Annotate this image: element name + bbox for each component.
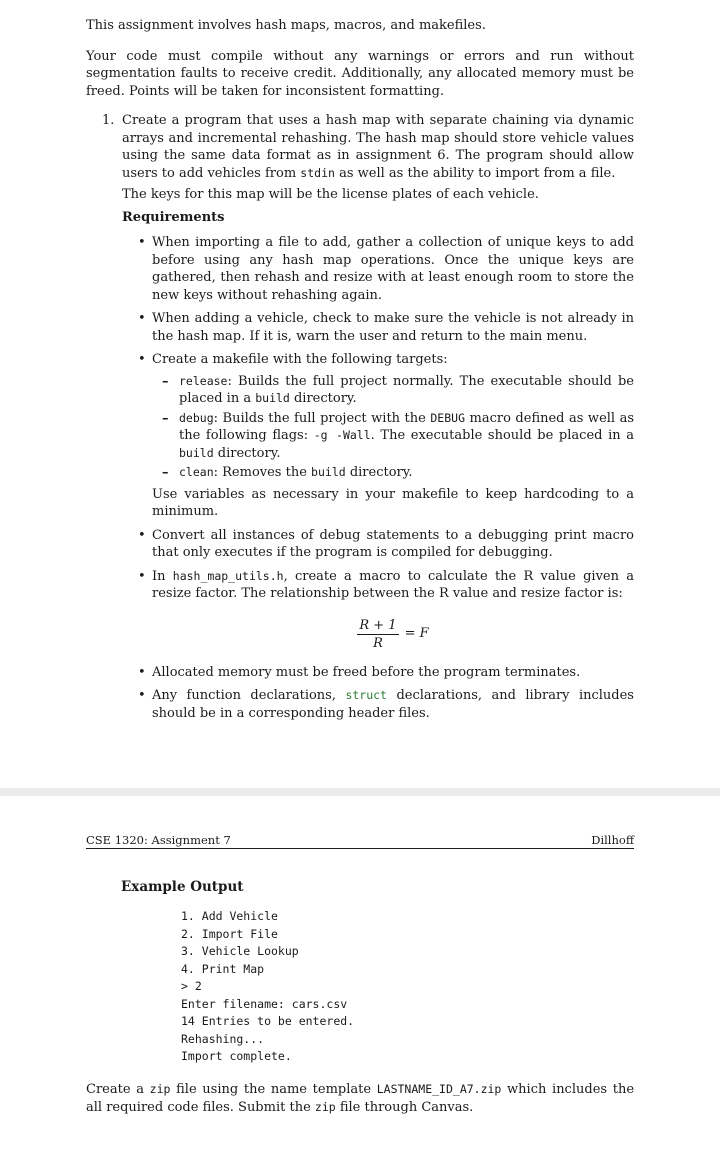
formula-fraction [357,617,398,652]
target-debug-name: debug [179,410,214,425]
requirement-makefile [122,351,634,521]
target-clean [152,464,634,482]
course-label: CSE 1320: Assignment 7 [86,833,231,847]
code-line: Import complete. [181,1049,292,1063]
page-separator [0,788,720,796]
target-debug-dir: build [179,445,214,460]
submit-text: Create a [86,1082,144,1097]
hash-map-utils-file: hash_map_utils.h [172,568,284,583]
item-number: 1. [102,113,115,128]
r-value-text: In [152,568,166,584]
target-release-dir: build [255,391,290,405]
submit-text-4: file through Canvas. [339,1099,474,1115]
submission-instructions [86,1081,634,1116]
requirements-heading: Requirements [122,209,225,225]
target-clean-desc: : Removes the [213,465,307,480]
intro-text: This assignment involves hash maps, macros, and makefiles. [86,18,486,33]
example-output-code [181,908,354,1066]
submit-text-2: file using the name template [176,1082,372,1097]
code-line: 1. Add Vehicle [181,909,278,923]
requirements-list [122,234,634,722]
item-description-text: Create a program that uses a hash map with separate chaining via dynamic arrays and incremental rehashing. The hash map should store vehicle values using the same data format as in assignment 6. The program should allow users to add vehicles from [122,113,634,181]
target-debug-desc: : Builds the full project with the [213,410,426,426]
target-release-name: release [179,373,228,388]
headers-text-2: declarations, and library includes should be in a corresponding header files. [152,688,634,721]
target-debug-desc-3: . The executable should be placed in a [370,428,634,443]
variables-note: Use variables as necessary in your makefile to keep hardcoding to a minimum. [152,486,634,519]
code-line: Rehashing... [181,1031,265,1046]
item-description-end: as well as the ability to import from a file. [339,165,616,181]
target-clean-end: directory. [349,465,413,480]
code-line: > 2 [181,979,202,993]
makefile-text: Create a makefile with the following targets: [152,352,448,367]
target-release-desc: : Builds the full project normally. The executable should be placed in a [179,373,634,406]
target-clean-dir: build [311,465,346,479]
code-line: Enter filename: cars.csv [181,996,348,1011]
filename-template: LASTNAME_ID_A7.zip [376,1082,502,1096]
requirement-r-value [122,568,634,652]
target-debug-end: directory. [217,445,281,461]
formula-rhs: = F [404,626,429,642]
requirement-debug-macro: • Convert all instances of debug statements to a debugging print macro that only executes if the program is compiled for debugging. [122,527,634,562]
requirement-import: • When importing a file to add, gather a collection of unique keys to add before using any hash map operations. Once the unique keys are gathered, then rehash and resize with at least enough room to store the new keys without rehashing again. [122,234,634,304]
page-1-content [86,17,634,728]
keys-text: The keys for this map will be the license plates of each vehicle. [122,187,539,202]
requirement-free: • Allocated memory must be freed before the program terminates. [122,664,634,682]
code-line: 4. Print Map [181,961,265,976]
requirement-headers [122,687,634,722]
resize-formula [152,617,634,652]
target-clean-name: clean [179,465,214,479]
zip-code: zip [149,1082,171,1096]
target-debug-flags: -g -Wall [313,428,371,442]
makefile-targets [152,373,634,482]
assignment-item-1 [86,112,634,722]
requirement-adding: • When adding a vehicle, check to make sure the vehicle is not already in the hash map. If it is, warn the user and return to the main menu. [122,310,634,345]
zip-code-2: zip [314,1099,336,1114]
target-debug-desc-2: macro defined as well as the following flags: [179,410,635,443]
code-line: 3. Vehicle Lookup [181,944,299,958]
struct-keyword: struct [345,688,387,702]
item-description [122,112,634,182]
page-header [86,833,634,849]
formula-numerator: R + 1 [359,617,397,633]
target-release-end: directory. [293,391,357,406]
code-line: 2. Import File [181,926,278,941]
r-value-text-2: , create a macro to calculate the R value given a resize factor. The relationship between the R value and resize factor is: [152,568,635,601]
target-debug [152,410,634,463]
target-debug-macro: DEBUG [430,410,465,425]
target-release [152,373,634,408]
policy-text: Your code must compile without any warnings or errors and run without segmentation faults to receive credit. Additionally, any allocated memory must be freed. Points will be taken for inconsistent formatting. [86,48,634,99]
submit-text-3: which includes the all required code files. Submit the [86,1082,635,1115]
example-output-heading: Example Output [121,879,244,895]
stdin-code: stdin [300,165,335,180]
headers-text: Any function declarations, [152,688,336,703]
code-line: 14 Entries to be entered. [181,1014,355,1028]
formula-denominator: R [373,635,383,651]
author-label: Dillhoff [591,833,634,847]
